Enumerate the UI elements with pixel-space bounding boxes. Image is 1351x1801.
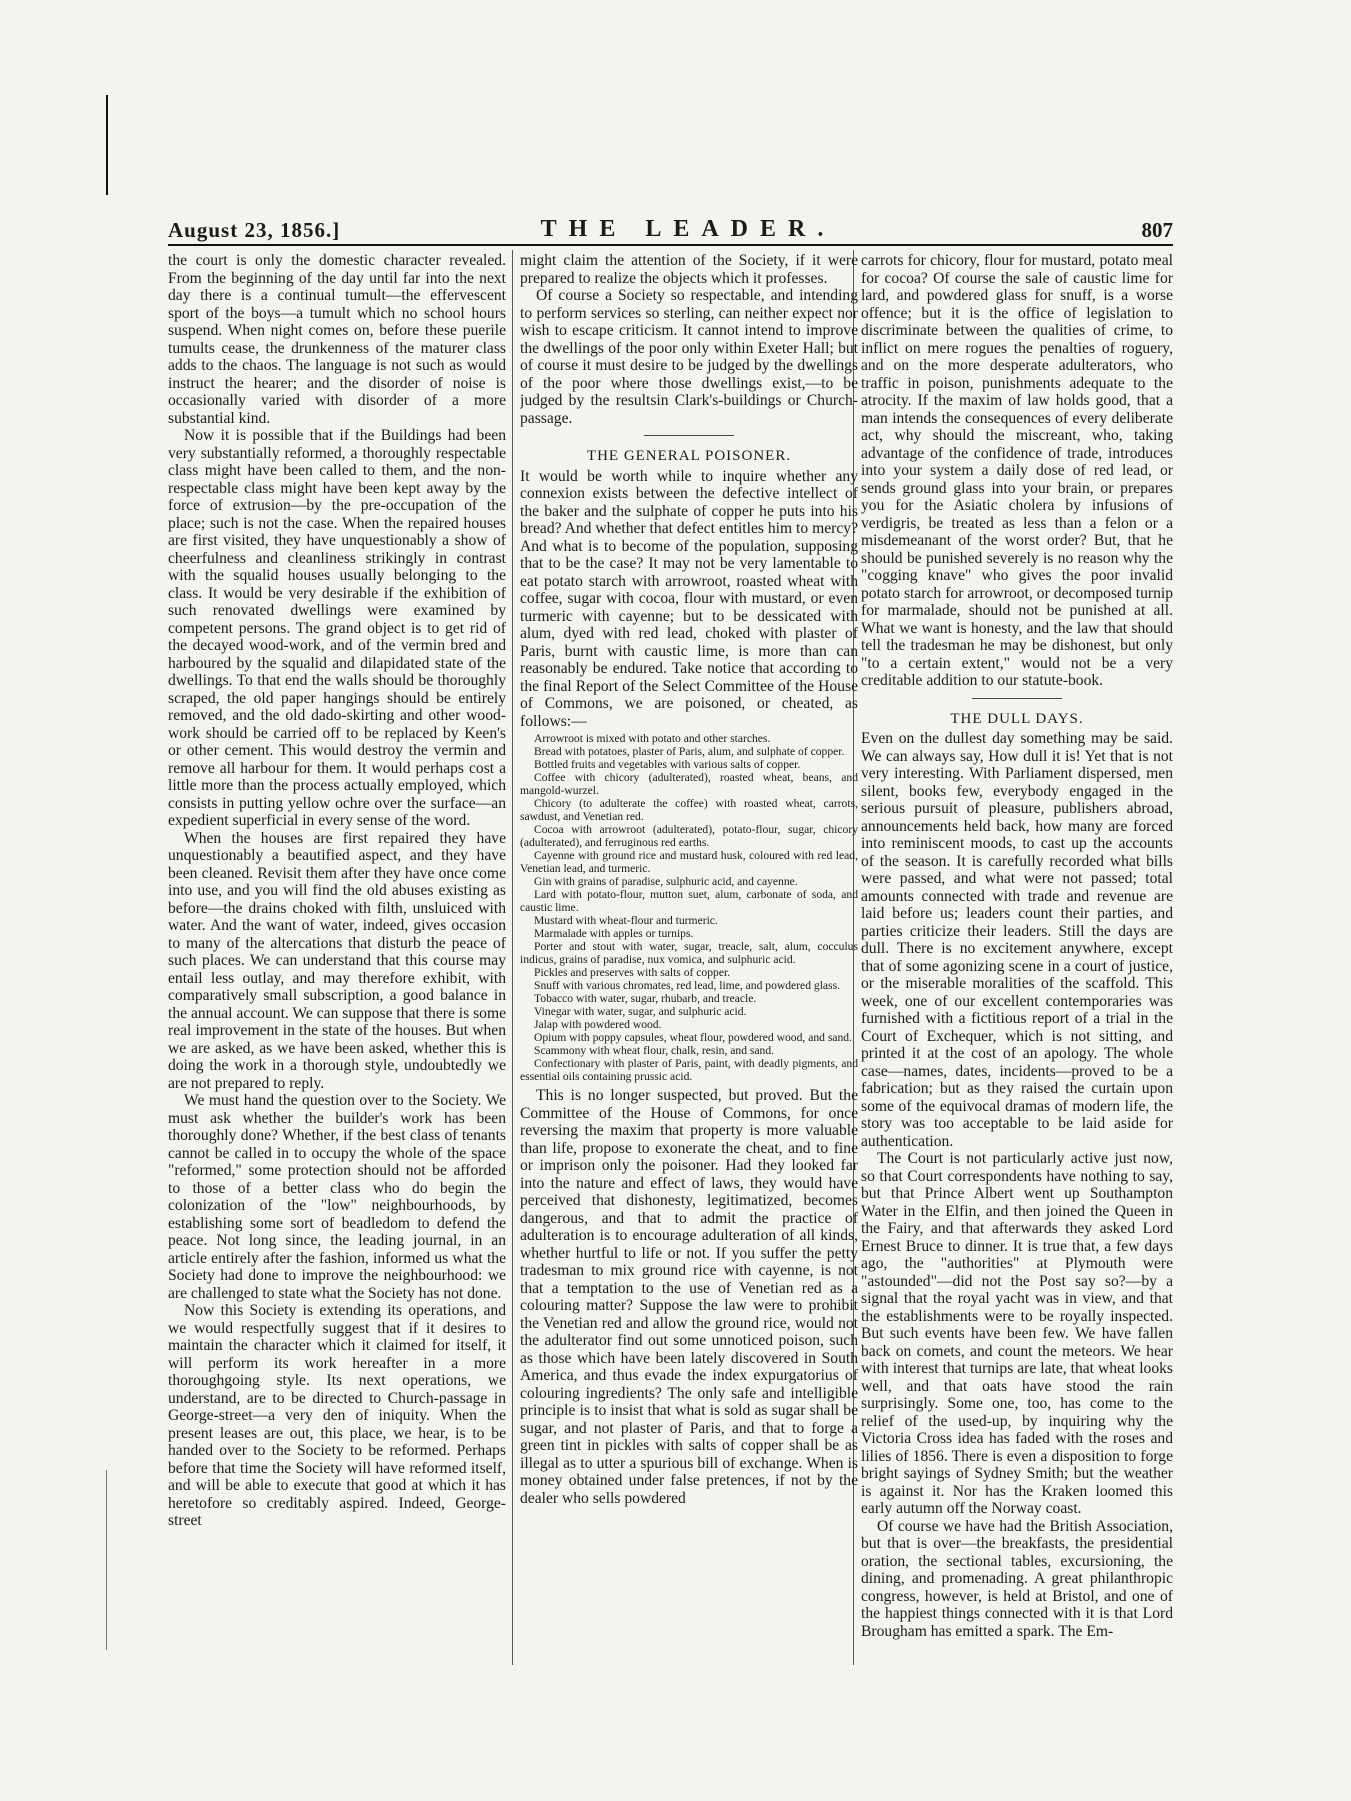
paragraph: Now this Society is extending its operations, and we would respectfully suggest that if it desires to maintain the character which it claimed for itself, it will perform its work hereafter in a more thoroughgoing style. Its next operations, we understand, are to be directed to Church-passage in George-street—a very den of iniquity. When the present leases are out, this place, we hear, is to be handed over to the Society to be reformed. Perhaps before that time the Society will have reformed itself, and will be able to execute that good at which it has heretofore so creditably aspired. Indeed, George-street xyxy=(168,1302,506,1529)
column-3 xyxy=(861,252,1173,1662)
section-divider xyxy=(972,698,1062,699)
list-item: Porter and stout with water, sugar, treacle, salt, alum, cocculus indicus, grains of paradise, nux vomica, and sulphuric acid. xyxy=(520,940,858,966)
binding-mark-bottom xyxy=(106,1470,107,1650)
column-rule-1 xyxy=(512,250,513,1665)
paragraph: Of course a Society so respectable, and intending to perform services so sterling, can neither expect nor wish to escape criticism. It cannot intend to improve the dwellings of the poor only within Exeter Hall; but of course it must desire to be judged by the dwellings of the poor where those dwellings exist,—to be judged by the resultsin Clark's-buildings or Church-passage. xyxy=(520,287,858,427)
list-item: Scammony with wheat flour, chalk, resin, and sand. xyxy=(534,1044,775,1057)
newspaper-title: THE LEADER. xyxy=(540,216,836,242)
list-item: Cayenne with ground rice and mustard husk, coloured with red lead, Venetian lead, and turmeric. xyxy=(520,849,858,875)
paragraph: Of course we have had the British Association, but that is over—the breakfasts, the presidential oration, the sectional tables, excursioning, the dining, and promenading. A great philanthropic congress, however, is held at Bristol, and one of the happiest things connected with it is that Lord Brougham has emitted a spark. The Em- xyxy=(861,1517,1173,1640)
list-item: Vinegar with water, sugar, and sulphuric acid. xyxy=(534,1005,747,1018)
binding-mark-top xyxy=(106,95,108,195)
paragraph: The Court is not particularly active just now, so that Court correspondents have nothing to say, but that Prince Albert went up Southampton Water in the Elfin, and then joined the Queen in the Fairy, and that afterwards they asked Lord Ernest Bruce to dinner. It is true that, a few days ago, the "authorities" at Plymouth were "astounded"—did not the Post say so?—by a signal that the royal yacht was in view, and that the establishments were to be royally inspected. But such events have been few. We have fallen back on comets, and count the meteors. We hear with interest that turnips are late, that wheat looks well, and that oats have stood the rain surprisingly. Some one, too, has come to the relief of the used-up, by inquiring why the Victoria Cross idea has faded with the roses and lilies of 1856. There is even a disposition to forge bright sayings of Sydney Smith; but the weather is against it. Nor has the Kraken loomed this early autumn off the Norway coast. xyxy=(861,1150,1173,1517)
article-heading-general-poisoner: THE GENERAL POISONER. xyxy=(586,448,792,464)
paragraph: might claim the attention of the Society, if it were prepared to realize the objects which it professes. xyxy=(520,252,858,287)
list-item: Snuff with various chromates, red lead, lime, and powdered glass. xyxy=(534,979,840,992)
article-heading-dull-days: THE DULL DAYS. xyxy=(950,710,1084,727)
masthead xyxy=(168,218,1173,246)
page-number: 807 xyxy=(1141,218,1173,242)
list-item: Arrowroot is mixed with potato and other starches. xyxy=(534,732,771,745)
list-item: Coffee with chicory (adulterated), roasted wheat, beans, and mangold-wurzel. xyxy=(520,771,858,797)
list-item: Cocoa with arrowroot (adulterated), potato-flour, sugar, chicory (adulterated), and ferruginous red earths. xyxy=(520,823,858,849)
issue-date: August 23, 1856.] xyxy=(168,218,341,242)
column-1 xyxy=(168,252,506,1662)
list-item: Confectionary with plaster of Paris, paint, with deadly pigments, and essential oils containing prussic acid. xyxy=(520,1057,858,1083)
list-item: Bread with potatoes, plaster of Paris, alum, and sulphate of copper. xyxy=(534,745,845,758)
list-item: Lard with potato-flour, mutton suet, alum, carbonate of soda, and caustic lime. xyxy=(520,888,858,914)
paragraph: When the houses are first repaired they have unquestionably a beautified aspect, and they have been cleaned. Revisit them after they have once come into use, and you will find the old abuses existing as before—the drains choked with filth, unsluiced with water. And the want of water, indeed, gives occasion to many of the altercations that disturb the peace of such places. We can understand that this course may entail less outlay, and may therefore exhibit, with comparatively small subscription, a good balance in the annual account. We can suppose that there is some real improvement in the state of the houses. But when we are asked, as we have been asked, whether this is doing the work in a thorough style, undoubtedly we are not prepared to reply. xyxy=(168,829,506,1092)
list-item: Mustard with wheat-flour and turmeric. xyxy=(534,914,718,927)
list-item: Opium with poppy capsules, wheat flour, powdered wood, and sand. xyxy=(534,1031,852,1044)
paragraph: Even on the dullest day something may be said. We can always say, How dull it is! Yet that is not very interesting. With Parliament dispersed, men silent, books few, everybody engaged in the serious pursuit of pleasure, publishers abroad, announcements held back, how many are forced into reminiscent moods, to cast up the accounts of the season. It is carefully recorded what bills were passed, and what were not passed; total amounts connected with trade and revenue are laid before us; leaders count their parties, and parties criticize their leaders. Still the days are dull. There is no excitement anywhere, except that of some agonizing scene in a court of justice, or the miserable moralities of the scaffold. This week, one of our excellent contemporaries was furnished with a fictitious report of a trial in the Court of Exchequer, which is not sitting, and printed it at the cost of an apology. The whole case—names, dates, incidents—proved to be a fabrication; but as they raised the curtain upon some of the equivocal dramas of modern life, the story was too acceptable to be laid aside for authentication. xyxy=(861,730,1173,1150)
list-item: Gin with grains of paradise, sulphuric acid, and cayenne. xyxy=(534,875,798,888)
section-divider xyxy=(644,435,734,436)
paragraph: This is no longer suspected, but proved. But the Committee of the House of Commons, for once reversing the maxim that property is more valuable than life, propose to exonerate the cheat, and to fine or imprison only the poisoner. Had they looked far into the nature and effect of laws, they would have perceived that dishonesty, legitimatized, becomes dangerous, and that to admit the practice of adulteration is to encourage adulteration of all kinds, whether hurtful to life or not. If you suffer the petty tradesman to mix ground rice with cayenne, is not that a temptation to the use of Venetian red as a colouring matter? Suppose the law were to prohibit the Venetian red and allow the ground rice, would not the adulterator find out some unnoticed poison, such as those which have been lately discovered in South America, and thus evade the index expurgatorius of colouring ingredients? The only safe and intelligible principle is to insist that what is sold as sugar shall be sugar, and not plaster of Paris, and that to forge a green tint in pickles with salts of copper shall be as illegal as to utter a spurious bill of exchange. When is money obtained under false pretences, if not by the dealer who sells powdered xyxy=(520,1087,858,1507)
list-item: Bottled fruits and vegetables with various salts of copper. xyxy=(534,758,801,771)
list-item: Jalap with powdered wood. xyxy=(534,1018,662,1031)
paragraph: Now it is possible that if the Buildings had been very substantially reformed, a thoroughly respectable class might have been called to them, and the non-respectable class might have been kept away by the force of extrusion—by the pre-occupation of the place; such is not the case. When the repaired houses are first visited, they have unquestionably a show of cheerfulness and cleanliness strikingly in contrast with the squalid houses usually belonging to the class. It would be very desirable if the exhibition of such renovated dwellings were examined by competent persons. The grand object is to get rid of the decayed wood-work, and of the vermin bred and harboured by the squalid and dilapidated state of the dwellings. To that end the walls should be thoroughly scraped, the old paper hangings should be entirely removed, and the old dado-skirting and other wood-work should be carried off to be replaced by Keen's or other cement. This would destroy the vermin and remove all harbour for them. It would perhaps cost a little more than the process actually employed, which consists in putting yellow ochre over the surface—an expedient superficial in every sense of the word. xyxy=(168,427,506,829)
list-item: Pickles and preserves with salts of copper. xyxy=(534,966,731,979)
paragraph: carrots for chicory, flour for mustard, potato meal for cocoa? Of course the sale of caustic lime for lard, and powdered glass for snuff, is a worse offence; but it is the office of legislation to discriminate between the qualities of crime, to inflict on mere rogues the penalties of roguery, and on the more desperate adulterators, who traffic in poison, punishments adequate to the atrocity. If the maxim of law holds good, that a man intends the consequences of every deliberate act, why should the miscreant, who, taking advantage of the confidence of trade, introduces into your system a daily dose of red lead, or sends ground glass into your brain, or prepares you for the Asiatic cholera by infusions of verdigris, be treated as less than a felon or a misdemeanant of the worst order? But, that he should be punished severely is no reason why the "cogging knave" who gives the poor invalid potato starch for arrowroot, or decomposed turnip for marmalade, should not be punished at all. What we want is honesty, and the law that should tell the tradesman he may be dishonest, but only "to a certain extent," would not be a very creditable addition to our statute-book. xyxy=(861,252,1173,689)
list-item: Tobacco with water, sugar, rhubarb, and treacle. xyxy=(534,992,757,1005)
paragraph: We must hand the question over to the Society. We must ask whether the builder's work has been thoroughly done? Whether, if the best class of tenants cannot be called in to occupy the whole of the space "reformed," some protection should not be afforded to those of a better class who do begin the colonization of the "low" neighbourhoods, by establishing some sort of beadledom to defend the peace. Not long since, the leading journal, in an article entirely after the fashion, informed us what the Society had done to improve the neighbourhood: we are challenged to state what the Society has not done. xyxy=(168,1092,506,1302)
list-item: Chicory (to adulterate the coffee) with roasted wheat, carrots, sawdust, and Venetian red. xyxy=(520,797,858,823)
list-item: Marmalade with apples or turnips. xyxy=(534,927,694,940)
paragraph: the court is only the domestic character revealed. From the beginning of the day until far into the next day there is a continual tumult—the effervescent sport of the boys—a tumult which no school hours suspend. When night comes on, before these puerile tumults cease, the drunkenness of the maturer class adds to the chaos. The language is not such as would instruct the hearer; and the disorder of noise is occasionally varied with disorder of a more substantial kind. xyxy=(168,252,506,427)
column-2 xyxy=(520,252,858,1662)
paragraph: It would be worth while to inquire whether any connexion exists between the defective intellect of the baker and the sulphate of copper he puts into his bread? And whether that defect entitles him to mercy? And what is to become of the population, supposing that to be the case? It may not be very lamentable to eat potato starch with arrowroot, roasted wheat with coffee, sugar with cocoa, flour with mustard, or even turmeric with cayenne; but to be dessicated with alum, dyed with red lead, choked with plaster of Paris, burnt with caustic lime, is more than can reasonably be endured. Take notice that according to the final Report of the Select Committee of the House of Commons, we are poisoned, or cheated, as follows:— xyxy=(520,467,858,730)
adulteration-list xyxy=(520,732,858,1083)
